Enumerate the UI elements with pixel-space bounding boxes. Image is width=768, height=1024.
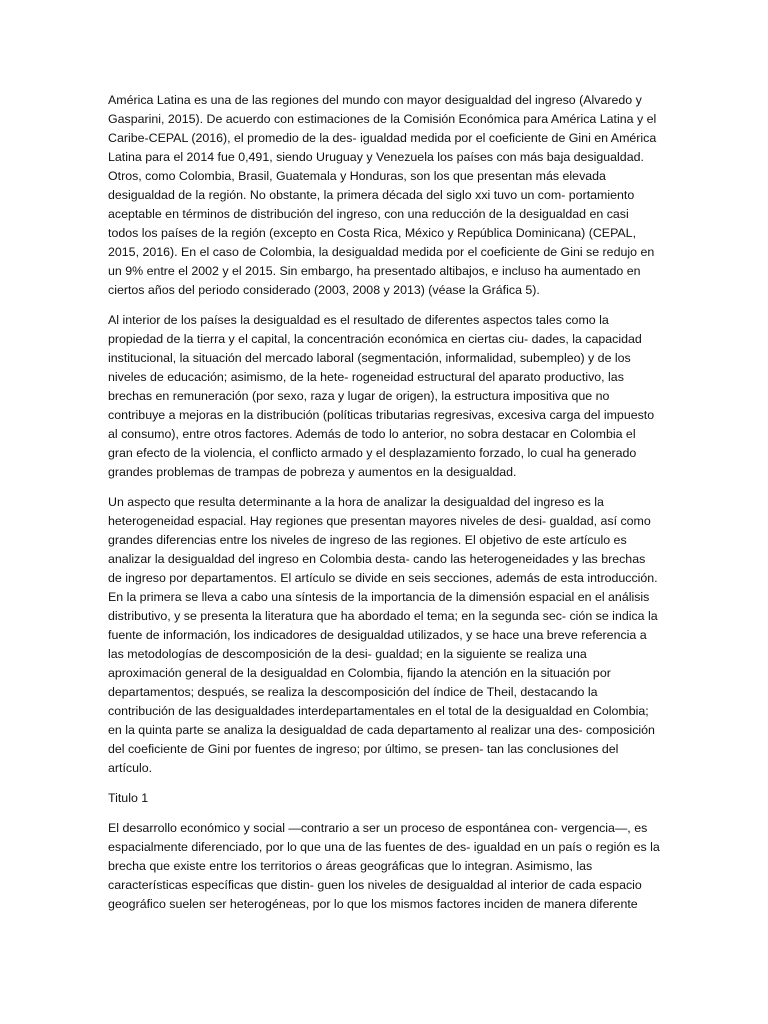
- paragraph-intro: América Latina es una de las regiones del mundo con mayor desigualdad del ingreso (Alvaredo y Gasparini, 2015). De acuerdo con estimaciones de la Comisión Económica para América Latina y el Caribe-CEPAL (2016), el promedio de la des- igualdad medida por el coeficiente de Gini en América Latina para el 2014 fue 0,491, siendo Uruguay y Venezuela los países con más baja desigualdad. Otros, como Colombia, Brasil, Guatemala y Honduras, son los que presentan más elevada desigualdad de la región. No obstante, la primera década del siglo xxi tuvo un com- portamiento aceptable en términos de distribución del ingreso, con una reducción de la desigualdad en casi todos los países de la región (excepto en Costa Rica, México y República Dominicana) (CEPAL, 2015, 2016). En el caso de Colombia, la desigualdad medida por el coeficiente de Gini se redujo en un 9% entre el 2002 y el 2015. Sin embargo, ha presentado altibajos, e incluso ha aumentado en ciertos años del periodo considerado (2003, 2008 y 2013) (véase la Gráfica 5).: [108, 93, 657, 297]
- paragraph-factors: Al interior de los países la desigualdad es el resultado de diferentes aspectos tales como la propiedad de la tierra y el capital, la concentración económica en ciertas ciu- dades, la capacidad institucional, la situación del mercado laboral (segmentación, informalidad, subempleo) y de los niveles de educación; asimismo, de la hete- rogeneidad estructural del aparato productivo, las brechas en remuneración (por sexo, raza y lugar de origen), la estructura impositiva que no contribuye a mejoras en la distribución (políticas tributarias regresivas, excesiva carga del impuesto al consumo), entre otros factores. Además de todo lo anterior, no sobra destacar en Colombia el gran efecto de la violencia, el conflicto armado y el desplazamiento forzado, lo cual ha generado grandes problemas de trampas de pobreza y aumentos en la desigualdad.: [108, 313, 655, 479]
- document-page: [108, 91, 660, 925]
- paragraph-objective: Un aspecto que resulta determinante a la hora de analizar la desigualdad del ingreso es la heterogeneidad espacial. Hay regiones que presentan mayores niveles de desi- gualdad, así como grandes diferencias entre los niveles de ingreso de las regiones. El objetivo de este artículo es analizar la desigualdad del ingreso en Colombia desta- cando las heterogeneidades y las brechas de ingreso por departamentos. El artículo se divide en seis secciones, además de esta introducción. En la primera se lleva a cabo una síntesis de la importancia de la dimensión espacial en el análisis distributivo, y se presenta la literatura que ha abordado el tema; en la segunda sec- ción se indica la fuente de información, los indicadores de desigualdad utilizados, y se hace una breve referencia a las metodologías de descomposición de la desi- gualdad; en la siguiente se realiza una aproximación general de la desigualdad en Colombia, fijando la atención en la situación por departamentos; después, se realiza la descomposición del índice de Theil, destacando la contribución de las desigualdades interdepartamentales en el total de la desigualdad en Colombia; en la quinta parte se analiza la desigualdad de cada departamento al realizar una des- composición del coeficiente de Gini por fuentes de ingreso; por último, se presen- tan las conclusiones del artículo.: [108, 495, 658, 775]
- paragraph-section-body: El desarrollo económico y social —contrario a ser un proceso de espontánea con- vergencia—, es espacialmente diferenciado, por lo que una de las fuentes de des- igualdad en un país o región es la brecha que existe entre los territorios o áreas geográficas que lo integran. Asimismo, las características específicas que distin- guen los niveles de desigualdad al interior de cada espacio geográfico suelen ser heterogéneas, por lo que los mismos factores inciden de manera diferente: [108, 821, 660, 911]
- section-heading: Titulo 1: [108, 791, 149, 805]
